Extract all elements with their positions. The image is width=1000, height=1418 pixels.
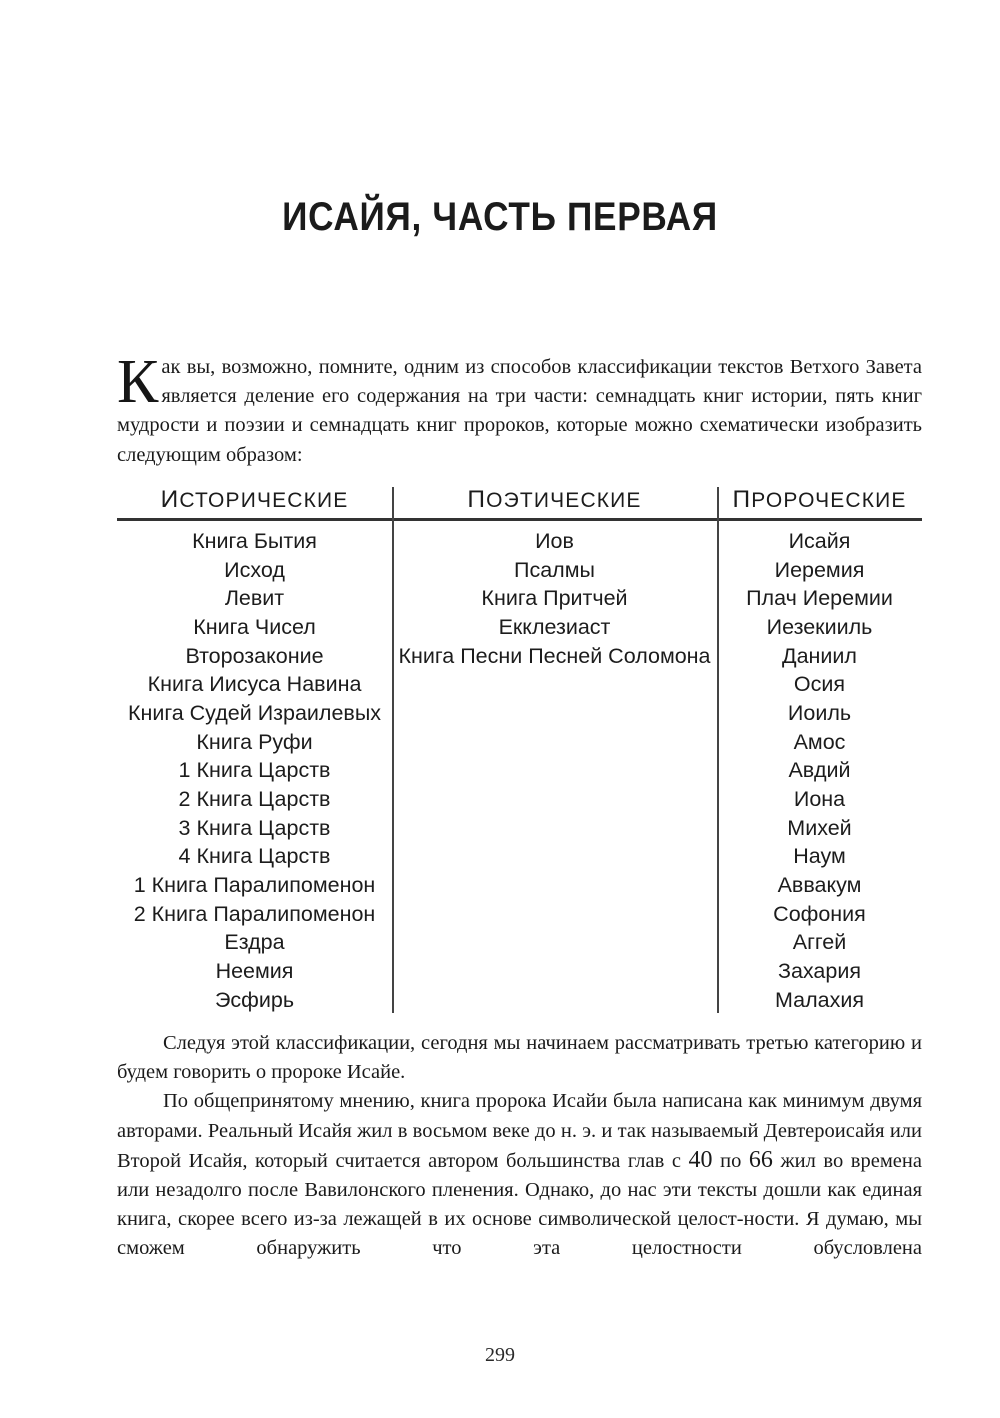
book-item: 2 Книга Паралипоменон [133, 901, 376, 926]
book-item: Книга Чисел [193, 614, 316, 639]
book-item: Исайя [788, 529, 851, 553]
book-item: Аввакум [777, 872, 862, 897]
book-item: Книга Песни Песней Соломона [398, 643, 711, 668]
book-item: Ездра [224, 930, 285, 955]
paragraph-authorship-part2: по [712, 1149, 749, 1172]
book-item: Книга Притчей [481, 586, 628, 611]
book-item: 3 Книга Царств [178, 815, 331, 840]
book-item: Иеремия [774, 557, 865, 582]
paragraph-authorship-part3: жил во времена или незадолго после Вавилонского пленения. Однако, до нас эти тексты дошли как единая книга, скорее всего из-за лежащей в их основе символической целост-ности. Я думаю, мы сможем обнаружить что эта целостности обусловлена [117, 1149, 922, 1260]
book-item: 2 Книга Царств [178, 786, 331, 811]
book-item: Книга Бытия [192, 529, 317, 553]
table-column-poetic [392, 487, 717, 1015]
book-item: 1 Книга Паралипоменон [133, 872, 376, 897]
column-header-initial: И [160, 486, 180, 513]
body-paragraph-block [117, 1029, 922, 1293]
book-item: Эсфирь [214, 987, 295, 1012]
column-header-rest: СТОРИЧЕСКИЕ [179, 489, 349, 512]
column-body-prophetic [717, 518, 922, 1014]
chapter-number-start: 40 [688, 1146, 713, 1173]
book-item: Амос [793, 729, 846, 754]
book-item: Иов [535, 529, 574, 553]
book-item: Левит [224, 586, 285, 611]
book-item: Иоиль [787, 700, 852, 725]
column-header-initial: П [467, 486, 487, 513]
drop-cap-letter: К [117, 348, 159, 416]
book-item: Аггей [792, 930, 847, 955]
page-title: ИСАЙЯ, ЧАСТЬ ПЕРВАЯ [282, 194, 718, 239]
book-item: Книга Иисуса Навина [147, 672, 362, 697]
column-header-rest: РОРОЧЕСКИЕ [751, 489, 907, 512]
book-item: Екклезиаст [498, 614, 611, 639]
table-column-prophetic [717, 487, 922, 1015]
book-item: Исход [224, 557, 285, 582]
column-body-historical [117, 518, 392, 1014]
book-item: Малахия [774, 987, 864, 1012]
book-item: Наум [793, 844, 846, 869]
column-header-historical [117, 487, 392, 518]
book-item: Псалмы [514, 557, 595, 582]
column-header-initial: П [732, 486, 752, 513]
book-item: Неемия [215, 958, 294, 983]
book-item: Софония [773, 901, 866, 926]
column-body-poetic [392, 518, 717, 670]
chapter-number-end: 66 [748, 1146, 773, 1173]
intro-paragraph-block [117, 348, 922, 470]
paragraph-authorship-part1: По общепринятому мнению, книга пророка Исайи была написана как минимум двумя авторами. Реальный Исайя жил в восьмом веке до н. э. и так называемый Девтероисайя или Второй Исайя, который считается автором большинства глав с [117, 1090, 922, 1172]
bible-books-table [117, 487, 922, 1015]
book-item: 1 Книга Царств [178, 758, 331, 783]
book-item: Иона [793, 786, 846, 811]
page-number: 299 [485, 1344, 515, 1366]
paragraph-authorship [117, 1087, 922, 1292]
column-header-prophetic [717, 487, 922, 518]
book-item: 4 Книга Царств [178, 844, 331, 869]
book-item: Осия [793, 672, 846, 697]
book-item: Даниил [782, 643, 857, 668]
book-item: Авдий [788, 758, 851, 783]
column-header-poetic [392, 487, 717, 518]
book-item: Михей [787, 815, 852, 840]
book-item: Книга Руфи [196, 729, 313, 754]
paragraph-classification: Следуя этой классификации, сегодня мы начинаем рассматривать третью категорию и будем говорить о пророке Исайе. [117, 1032, 922, 1084]
table-column-historical [117, 487, 392, 1015]
book-item: Плач Иеремии [746, 586, 893, 611]
intro-paragraph [117, 348, 922, 470]
column-header-rest: ОЭТИЧЕСКИЕ [486, 489, 642, 512]
book-item: Захария [777, 958, 862, 983]
intro-paragraph-text: ак вы, возможно, помните, одним из способов классификации текстов Ветхого Завета является деление его содержания на три части: семнадцать книг истории, пять книг мудрости и поэзии и семнадцать книг пророков, которые можно схематически изобразить следующим образом: [117, 356, 922, 466]
book-item: Книга Судей Израилевых [127, 700, 382, 725]
book-item: Иезекииль [766, 614, 873, 639]
book-item: Второзаконие [185, 643, 324, 668]
